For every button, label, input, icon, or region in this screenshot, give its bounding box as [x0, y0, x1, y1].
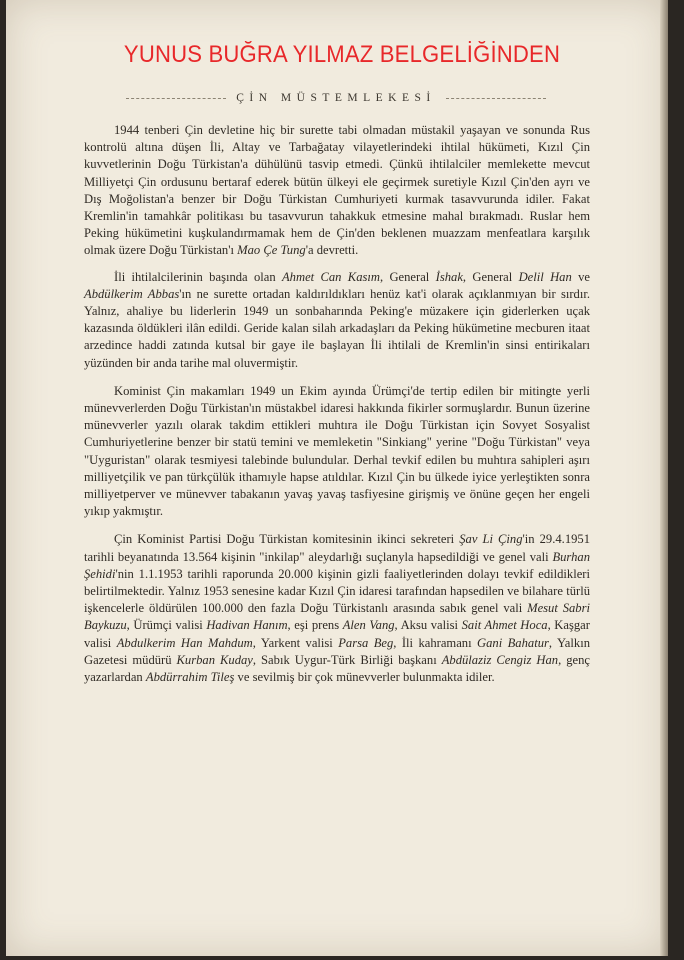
text-run: , Yarkent valisi [252, 635, 339, 650]
italic-name: Kurban Kuday [176, 652, 253, 667]
italic-name: Burhan Şehidi [84, 549, 590, 581]
section-header [116, 88, 556, 108]
text-run: , Yalkın Gazetesi müdürü [84, 635, 590, 667]
paragraph [84, 531, 590, 686]
text-run: , General [379, 269, 436, 284]
italic-name: Abdülaziz Cengiz Han [441, 652, 559, 667]
right-dashed-rule [446, 98, 546, 99]
text-run: , General [462, 269, 519, 284]
italic-name: Abdülkerim Abbas [84, 286, 180, 301]
paragraph [84, 383, 590, 521]
text-run: 'ın ne surette ortadan kaldırıldıkları henüz kat'i olarak açıklanmıyan bir sırdır. Yalnız, ahaliye bu liderlerin 1949 un sonbaharında Peking'e müzakere için giderlerken uçak kazasında öldükleri ilân edildi. Geride kalan silah arkadaşları da Peking hükümetine mecburen itaat arzedince haddi zatında kutsal bir gaye ile başlayan İli ihtilali de Kremlin'in sinsi entirikaları yüzünden bir anda tarihe mal oluvermiştir. [84, 286, 590, 370]
text-run: , eşi prens [287, 618, 343, 633]
text-run: , genç yazarlardan [84, 652, 590, 685]
body-text [84, 122, 590, 698]
italic-name: Gani Bahatur [477, 635, 549, 650]
text-run: ve [571, 269, 590, 284]
italic-name: Parsa Beg [338, 635, 394, 650]
text-run: Kominist Çin makamları 1949 un Ekim ayında Ürümçi'de tertip edilen bir mitingte yerli münevverlerden Doğu Türkistan'ın müstakbel idaresi hakkında fikirler sormuşlardır. Bunun üzerine münevverler yazılı olarak takdim ettikleri muhtıra ile Doğu Türkistan için Sovyet Sosyalist Cumhuriyetlerine benzer bir statü temini ve memleketin "Sinkiang" yerine "Doğu Türkistan" veya "Uyguristan" olarak tesmiyesi talebinde bulundular. Derhal tevkif edilen bu muhtıra sahipleri aşırı milliyetçilik ve pan türkçülük ithamıyle hapse atıldılar. Kızıl Çin bu ülkede iyice yerleştikten sonra milliyetperver ve münevver tabakanın yavaş yavaş tasfiyesine girişmiş ve önüne geçen her engeli yıkıp yakmıştır. [84, 383, 590, 519]
left-dashed-rule [126, 98, 226, 99]
text-run: , Ürümçi valisi [126, 618, 207, 633]
italic-name: Mao Çe Tung [237, 243, 306, 258]
italic-name: Hadivan Hanım [206, 618, 288, 633]
section-title: ÇİN MÜSTEMLEKESİ [236, 92, 436, 104]
text-run: , Aksu valisi [394, 618, 462, 633]
italic-name: Alen Vang [342, 618, 395, 633]
paragraph [84, 122, 590, 260]
text-run: 1944 tenberi Çin devletine hiç bir surette tabi olmadan müstakil yaşayan ve sonunda Rus kontrolü altına düşen İli, Altay ve Tarbağatay vilayetlerindeki ihtilal hükümeti, Kızıl Çin kuvvetlerinin Doğu Türkistan'a dühülünü tasvip etmedi. Çünkü ihtilalciler memlekette mevcut Milliyetçi Çin ordusunu bertaraf ederek bütün ülkeyi ele geçirmek suretiyle Kızıl Çin'den ayrı ve Dış Moğolistan'a benzer bir Doğu Türkistan Cumhuriyeti kurmak tasavvurunda idiler. Fakat Kremlin'in tamahkâr politikası bu tasavvurun tahakkuk etmesine mahal bırakmadı. Ruslar hem Peking hükümetini kuşkulandırmamak hem de Çin'den beklenen muazzam menfeatlara karşılık olmak üzere Doğu Türkistan'ı [84, 123, 590, 258]
italic-name: Mesut Sabri Baykuzu [84, 601, 590, 633]
text-run: Çin Kominist Partisi Doğu Türkistan komitesinin ikinci sekreteri [114, 532, 460, 547]
text-run: 'nin 1.1.1953 tarihli raporunda 20.000 kişinin gizli faaliyetlerinden dolayı tevkif edildikleri belirtilmektedir. Yalnız 1953 senesine kadar Kızıl Çin idaresi tarafından hapsedilen ve bilahare türlü işkencelerle öldürülen 100.000 den fazla Doğu Türkistanlı arasında sabık genel vali [84, 566, 590, 616]
italic-name: Şav Li Çing [459, 532, 523, 547]
text-run: , Kaşgar valisi [84, 618, 590, 650]
italic-name: İshak [435, 269, 463, 284]
italic-name: Abdürrahim Tileş [145, 670, 235, 685]
italic-name: Abdulkerim Han Mahdum [116, 635, 253, 650]
text-run: , Sabık Uygur-Türk Birliği başkanı [252, 652, 442, 667]
page-edge [660, 0, 668, 956]
italic-name: Delil Han [518, 269, 572, 284]
text-run: ve sevilmiş bir çok münevverler bulunmakta idiler. [234, 670, 495, 685]
paragraph [84, 269, 590, 372]
italic-name: Sait Ahmet Hoca [461, 618, 548, 633]
text-run: , İli kahramanı [393, 635, 478, 650]
text-run: 'in 29.4.1951 tarihli beyanatında 13.564 kişinin "inkilap" aleydarlığı suçlanyla hapsedildiği ve genel vali [84, 532, 591, 564]
text-run: 'a devretti. [305, 243, 359, 258]
watermark-text: YUNUS BUĞRA YILMAZ BELGELİĞİNDEN [123, 41, 561, 68]
italic-name: Ahmet Can Kasım [281, 269, 380, 284]
text-run: İli ihtilalcilerinin başında olan [114, 269, 282, 284]
